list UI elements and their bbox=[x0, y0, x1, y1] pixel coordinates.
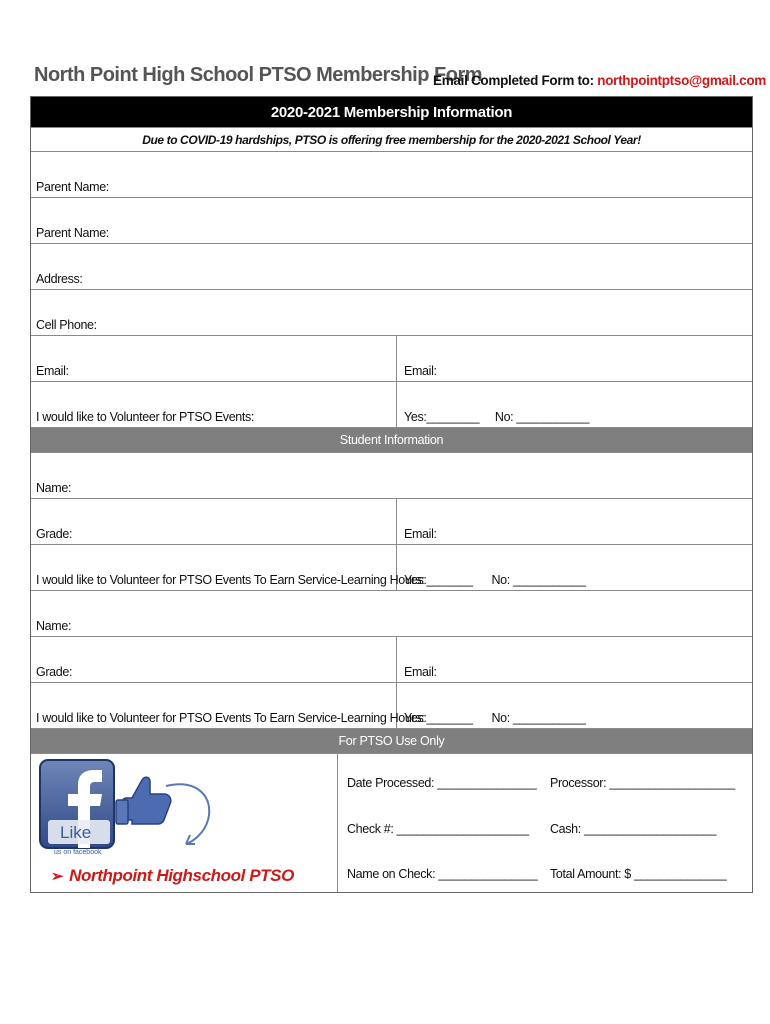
name-on-check-field[interactable]: Name on Check: _______________ bbox=[347, 867, 538, 881]
parent-name-label: Parent Name: bbox=[36, 180, 109, 194]
column-divider bbox=[396, 499, 397, 544]
student-name-label: Name: bbox=[36, 481, 72, 495]
parent-volunteer-row bbox=[31, 382, 752, 428]
student-name-label: Name: bbox=[36, 619, 72, 633]
facebook-like-icon bbox=[38, 758, 228, 858]
column-divider bbox=[396, 336, 397, 381]
arrow-bullet-icon: ➢ bbox=[51, 868, 64, 885]
like-text: Like bbox=[60, 823, 92, 842]
membership-form bbox=[30, 96, 753, 893]
column-divider bbox=[396, 382, 397, 427]
yes-field[interactable]: Yes:_______ bbox=[404, 573, 473, 587]
tagline-text: Northpoint Highschool PTSO bbox=[69, 866, 294, 885]
covid-notice: Due to COVID-19 hardships, PTSO is offering free membership for the 2020-2021 School Year! bbox=[31, 128, 752, 152]
student-grade-row bbox=[31, 637, 752, 683]
student-grade-label[interactable]: Grade: bbox=[36, 527, 73, 541]
parent-volunteer-options[interactable] bbox=[404, 410, 589, 424]
ptso-tagline bbox=[51, 866, 294, 886]
yes-field[interactable]: Yes:_______ bbox=[404, 711, 473, 725]
no-field[interactable]: No: ___________ bbox=[491, 573, 586, 587]
parent-name-row-2[interactable] bbox=[31, 198, 752, 244]
check-number-field[interactable]: Check #: ____________________ bbox=[347, 822, 529, 836]
student-grade-label[interactable]: Grade: bbox=[36, 665, 73, 679]
membership-heading: 2020-2021 Membership Information bbox=[31, 97, 752, 128]
student-volunteer-options[interactable] bbox=[404, 711, 586, 725]
student-heading: Student Information bbox=[31, 428, 752, 453]
column-divider bbox=[337, 754, 338, 892]
total-amount-field[interactable]: Total Amount: $ ______________ bbox=[550, 867, 727, 881]
yes-field[interactable]: Yes:________ bbox=[404, 410, 480, 424]
email-address-link[interactable]: northpointptso@gmail.com bbox=[597, 73, 766, 88]
no-field[interactable]: No: ___________ bbox=[491, 711, 586, 725]
parent-email-label[interactable]: Email: bbox=[36, 364, 69, 378]
office-use-heading: For PTSO Use Only bbox=[31, 729, 752, 754]
no-field[interactable]: No: ___________ bbox=[494, 410, 590, 424]
cell-phone-label: Cell Phone: bbox=[36, 318, 97, 332]
parent-volunteer-label: I would like to Volunteer for PTSO Events: bbox=[36, 410, 255, 424]
student-email-label[interactable]: Email: bbox=[404, 527, 437, 541]
student-name-row[interactable] bbox=[31, 591, 752, 637]
student-grade-row bbox=[31, 499, 752, 545]
email-instructions bbox=[433, 73, 766, 88]
student-email-label[interactable]: Email: bbox=[404, 665, 437, 679]
address-label: Address: bbox=[36, 272, 83, 286]
address-row[interactable] bbox=[31, 244, 752, 290]
student-volunteer-row bbox=[31, 545, 752, 591]
column-divider bbox=[396, 637, 397, 682]
cash-field[interactable]: Cash: ____________________ bbox=[550, 822, 717, 836]
student-name-row[interactable] bbox=[31, 453, 752, 499]
email-label: Email Completed Form to: bbox=[433, 73, 598, 88]
form-title: North Point High School PTSO Membership Form bbox=[34, 64, 483, 86]
parent-email-row bbox=[31, 336, 752, 382]
date-processed-field[interactable]: Date Processed: _______________ bbox=[347, 776, 537, 790]
office-use-section bbox=[31, 754, 752, 892]
processor-field[interactable]: Processor: ___________________ bbox=[550, 776, 735, 790]
student-volunteer-label: I would like to Volunteer for PTSO Events To Earn Service-Learning Hours: bbox=[36, 573, 425, 587]
parent-name-label: Parent Name: bbox=[36, 226, 109, 240]
parent-name-row-1[interactable] bbox=[31, 152, 752, 198]
parent-email-label-2[interactable]: Email: bbox=[404, 364, 437, 378]
student-volunteer-row bbox=[31, 683, 752, 729]
like-subtext: us on facebook bbox=[54, 849, 102, 856]
student-volunteer-label: I would like to Volunteer for PTSO Events To Earn Service-Learning Hours: bbox=[36, 711, 425, 725]
student-volunteer-options[interactable] bbox=[404, 573, 586, 587]
cell-phone-row[interactable] bbox=[31, 290, 752, 336]
